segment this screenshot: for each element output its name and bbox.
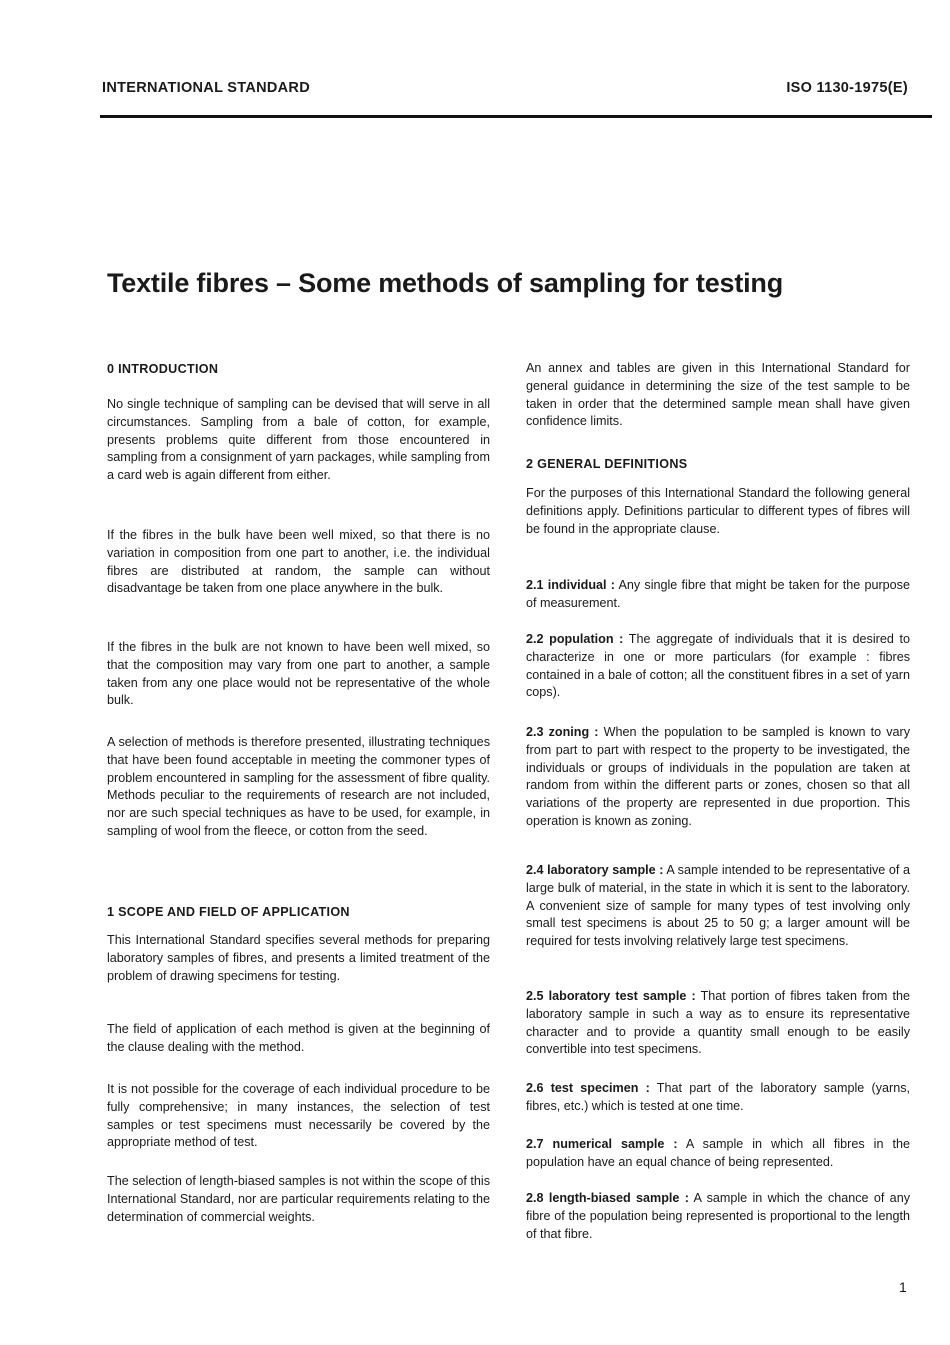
definition-laboratory-test-sample	[526, 988, 910, 1059]
page-number: 1	[899, 1279, 907, 1295]
paragraph: This International Standard specifies several methods for preparing laboratory samples of fibres, and presents a limited treatment of the problem of drawing specimens for testing.	[107, 933, 490, 983]
definition-text: Any single fibre that might be taken for the purpose of measurement.	[526, 578, 910, 610]
section-heading-introduction: 0 INTRODUCTION	[107, 362, 219, 376]
paragraph: No single technique of sampling can be devised that will serve in all circumstances. Sampling from a bale of cotton, for example, presents problems quite different from those encountered in sampling from a consignment of yarn packages, while sampling from a card web is again different from either.	[107, 397, 490, 483]
definition-text: That portion of fibres taken from the laboratory sample in such a way as to ensure its representative character and to provide a quantity small enough to be easily convertible into test specimens.	[526, 989, 910, 1057]
definition-zoning	[526, 724, 910, 831]
definition-length-biased-sample	[526, 1190, 910, 1243]
paragraph: A selection of methods is therefore presented, illustrating techniques that have been found acceptable in meeting the commoner types of problem encountered in sampling for the assessment of fibre quality. Methods peculiar to the requirements of research are not included, nor are such special techniques as have to be used, for example, in sampling of wool from the fleece, or cotton from the seed.	[107, 735, 490, 838]
paragraph: If the fibres in the bulk have been well mixed, so that there is no variation in composition from one part to another, i.e. the individual fibres are distributed at random, the sample can without disadvantage be taken from one place anywhere in the bulk.	[107, 528, 490, 596]
definition-text: A sample in which the chance of any fibre of the population being represented is proportional to the length of that fibre.	[526, 1191, 910, 1241]
paragraph: It is not possible for the coverage of each individual procedure to be fully comprehensive; in many instances, the selection of test samples or test specimens must necessarily be covered by the appropriate method of test.	[107, 1082, 490, 1150]
definition-term: 2.4 laboratory sample :	[526, 863, 664, 877]
paragraph: An annex and tables are given in this International Standard for general guidance in determining the size of the test sample to be taken in order that the determined sample mean shall have given confidence limits.	[526, 361, 910, 429]
definition-text: A sample in which all fibres in the population have an equal chance of being represented.	[526, 1137, 910, 1169]
section-heading-scope: 1 SCOPE AND FIELD OF APPLICATION	[107, 905, 350, 919]
header-document-id: ISO 1130-1975(E)	[786, 80, 908, 96]
page-title: Textile fibres – Some methods of sampling for testing	[107, 268, 784, 298]
definition-term: 2.6 test specimen :	[526, 1081, 650, 1095]
definition-term: 2.1 individual :	[526, 578, 615, 592]
definition-term: 2.5 laboratory test sample :	[526, 989, 696, 1003]
definition-text: That part of the laboratory sample (yarns, fibres, etc.) which is tested at one time.	[526, 1081, 910, 1113]
definition-term: 2.7 numerical sample :	[526, 1137, 678, 1151]
header-standard-label: INTERNATIONAL STANDARD	[102, 80, 310, 96]
section-heading-definitions: 2 GENERAL DEFINITIONS	[526, 457, 688, 471]
definition-individual	[526, 577, 910, 613]
definition-term: 2.3 zoning :	[526, 725, 599, 739]
definition-term: 2.2 population :	[526, 632, 624, 646]
definition-text: A sample intended to be representative of a large bulk of material, in the state in which it is sent to the laboratory. A convenient size of sample for many types of test involving only small test specimens is about 25 to 50 g; a larger amount will be required for tests involving relatively large test specimens.	[526, 863, 911, 949]
paragraph: The field of application of each method is given at the beginning of the clause dealing with the method.	[107, 1022, 490, 1054]
header-rule	[100, 115, 932, 118]
definition-laboratory-sample	[526, 862, 910, 951]
paragraph: If the fibres in the bulk are not known to have been well mixed, so that the composition may vary from one part to another, a sample taken from any one place would not be representative of the whole bulk.	[107, 640, 490, 708]
paragraph: For the purposes of this International Standard the following general definitions apply. Definitions particular to different types of fibres will be found in the appropriate clause.	[526, 486, 910, 536]
definition-text: The aggregate of individuals that it is desired to characterize in one or more particulars (for example : fibres contained in a bale of cotton; all the constituent fibres in a set of yarn cops).	[526, 632, 910, 700]
definition-text: When the population to be sampled is known to vary from part to part with respect to the property to be investigated, the individuals or groups of individuals in the population are taken at random from within the different parts or zones, chosen so that all variations of the property are represented in due proportion. This operation is known as zoning.	[526, 725, 910, 828]
definition-term: 2.8 length-biased sample :	[526, 1191, 689, 1205]
definition-population	[526, 631, 910, 702]
paragraph: The selection of length-biased samples is not within the scope of this International Standard, nor are particular requirements relating to the determination of commercial weights.	[107, 1174, 490, 1224]
definition-test-specimen	[526, 1080, 910, 1116]
definition-numerical-sample	[526, 1136, 910, 1172]
